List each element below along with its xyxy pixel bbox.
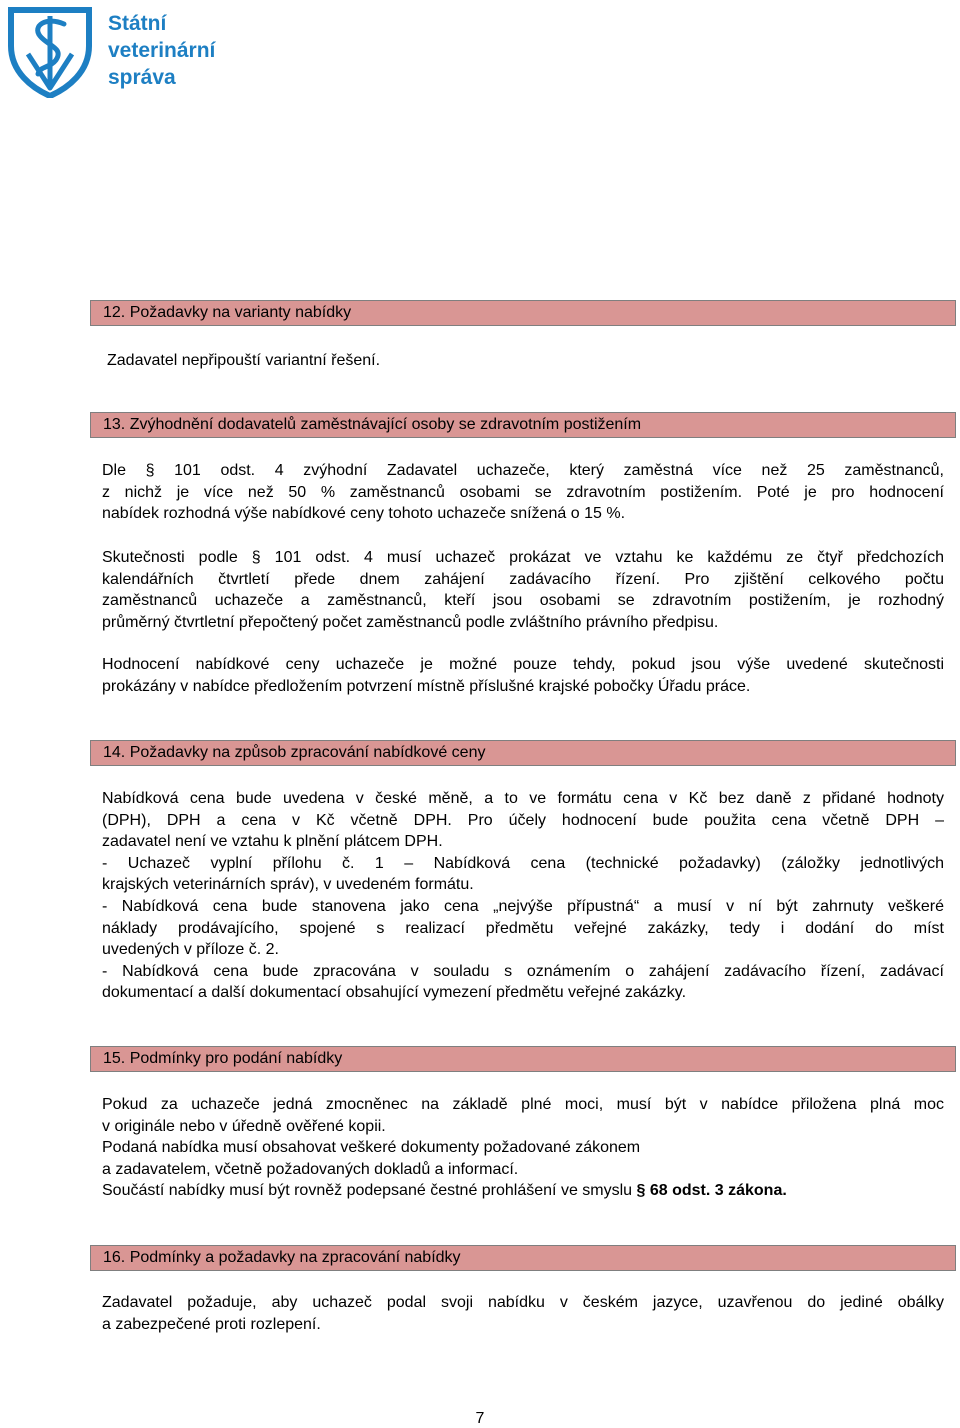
section-header-12 [90, 300, 956, 326]
text-line: uvedených v příloze č. 2. [102, 941, 279, 959]
text-line: - Nabídková cena bude stanovena jako cena „nejvýše přípustná“ a musí v ní být zahrnuty veškeré [102, 897, 944, 915]
paragraph-12-1: Zadavatel nepřipouští variantní řešení. [107, 352, 381, 369]
logo-line: Státní [108, 12, 167, 35]
text-line: Dle § 101 odst. 4 zvýhodní Zadavatel uchazeče, který zaměstná více než 25 zaměstnanců, [102, 462, 944, 479]
logo [6, 6, 246, 98]
text-line: Nabídková cena bude uvedena v české měně, a to ve formátu cena v Kč bez daně z přidané hodnoty [102, 790, 944, 807]
text-line: dokumentací a další dokumentací obsahující vymezení předmětu veřejné zakázky. [102, 984, 687, 1002]
text-line: zadavatel není ve vztahu k plnění plátcem DPH. [102, 833, 443, 851]
section-header-13 [90, 412, 956, 438]
section-header-14 [90, 740, 956, 766]
paragraph-13-3 [102, 654, 944, 697]
paragraph-16-1 [102, 1292, 944, 1335]
section-title: 16. Podmínky a požadavky na zpracování nabídky [103, 1249, 461, 1266]
logo-line: veterinární [108, 39, 216, 62]
text-line: zaměstnanců uchazeče a zaměstnanců, kteří jsou osobami se zdravotním postižením, je rozhodný [102, 592, 944, 610]
paragraph-15-1 [102, 1094, 944, 1202]
paragraph-14-1 [102, 788, 944, 1004]
paragraph-13-1 [102, 460, 944, 525]
text-line: - Uchazeč vyplní přílohu č. 1 – Nabídková cena (technické požadavky) (záložky jednotlivých [102, 854, 944, 872]
section-title: 12. Požadavky na varianty nabídky [103, 304, 352, 321]
section-title: 13. Zvýhodnění dodavatelů zaměstnávající osoby se zdravotním postižením [103, 416, 642, 433]
text-line: Pokud za uchazeče jedná zmocněnec na základě plné moci, musí být v nabídce přiložena plná moc [102, 1096, 944, 1113]
text-line: Zadavatel požaduje, aby uchazeč podal svoji nabídku v českém jazyce, uzavřenou do jediné obálky [102, 1294, 944, 1311]
text-line: průměrný čtvrtletní přepočtený počet zaměstnanců podle zvláštního právního předpisu. [102, 613, 719, 631]
logo-line: správa [108, 66, 176, 89]
section-title: 15. Podmínky pro podání nabídky [103, 1050, 343, 1067]
text-line: a zadavatelem, včetně požadovaných dokladů a informací. [102, 1160, 519, 1178]
paragraph-13-2 [102, 547, 944, 633]
page-number: 7 [475, 1410, 485, 1427]
staff-of-asclepius-shield-icon [6, 6, 94, 98]
text-line: prokázány v nabídce předložením potvrzení místně příslušné krajské pobočky Úřadu práce. [102, 677, 751, 695]
text-line: a zabezpečené proti rozlepení. [102, 1315, 321, 1333]
text-line: kalendářních čtvrtletí přede dnem zahájení zadávacího řízení. Pro zjištění celkového počtu [102, 570, 944, 588]
text-line: Skutečnosti podle § 101 odst. 4 musí uchazeč prokázat ve vztahu ke každému ze čtyř předchozích [102, 549, 944, 566]
text-line: z nichž je více než 50 % zaměstnanců osobami se zdravotním postižením. Poté je pro hodnocení [102, 483, 944, 501]
text-line: (DPH), DPH a cena v Kč včetně DPH. Pro účely hodnocení bude použita cena včetně DPH – [102, 811, 944, 829]
text-line: náklady prodávajícího, spojené s realizací předmětu veřejné zakázky, tedy i dodání do míst [102, 919, 944, 937]
text-line: - Nabídková cena bude zpracována v souladu s oznámením o zahájení zadávacího řízení, zadávací [102, 962, 944, 980]
logo-wordmark [108, 10, 215, 91]
section-header-15 [90, 1046, 956, 1072]
text-fragment: Součástí nabídky musí být rovněž podepsané čestné prohlášení ve smyslu [102, 1182, 637, 1200]
text-line: nabídek rozhodná výše nabídkové ceny tohoto uchazeče snížená o 15 %. [102, 505, 626, 523]
law-reference: § 68 odst. 3 zákona. [636, 1182, 787, 1200]
section-header-16 [90, 1245, 956, 1271]
text-line: Podaná nabídka musí obsahovat veškeré dokumenty požadované zákonem [102, 1139, 641, 1157]
text-line: v originále nebo v úředně ověřené kopii. [102, 1117, 386, 1135]
text-line-with-bold [102, 1180, 944, 1202]
section-title: 14. Požadavky na způsob zpracování nabídkové ceny [103, 744, 486, 761]
text-line: Hodnocení nabídkové ceny uchazeče je možné pouze tehdy, pokud jsou výše uvedené skutečnosti [102, 656, 944, 673]
text-line: krajských veterinárních správ), v uvedeném formátu. [102, 876, 474, 894]
